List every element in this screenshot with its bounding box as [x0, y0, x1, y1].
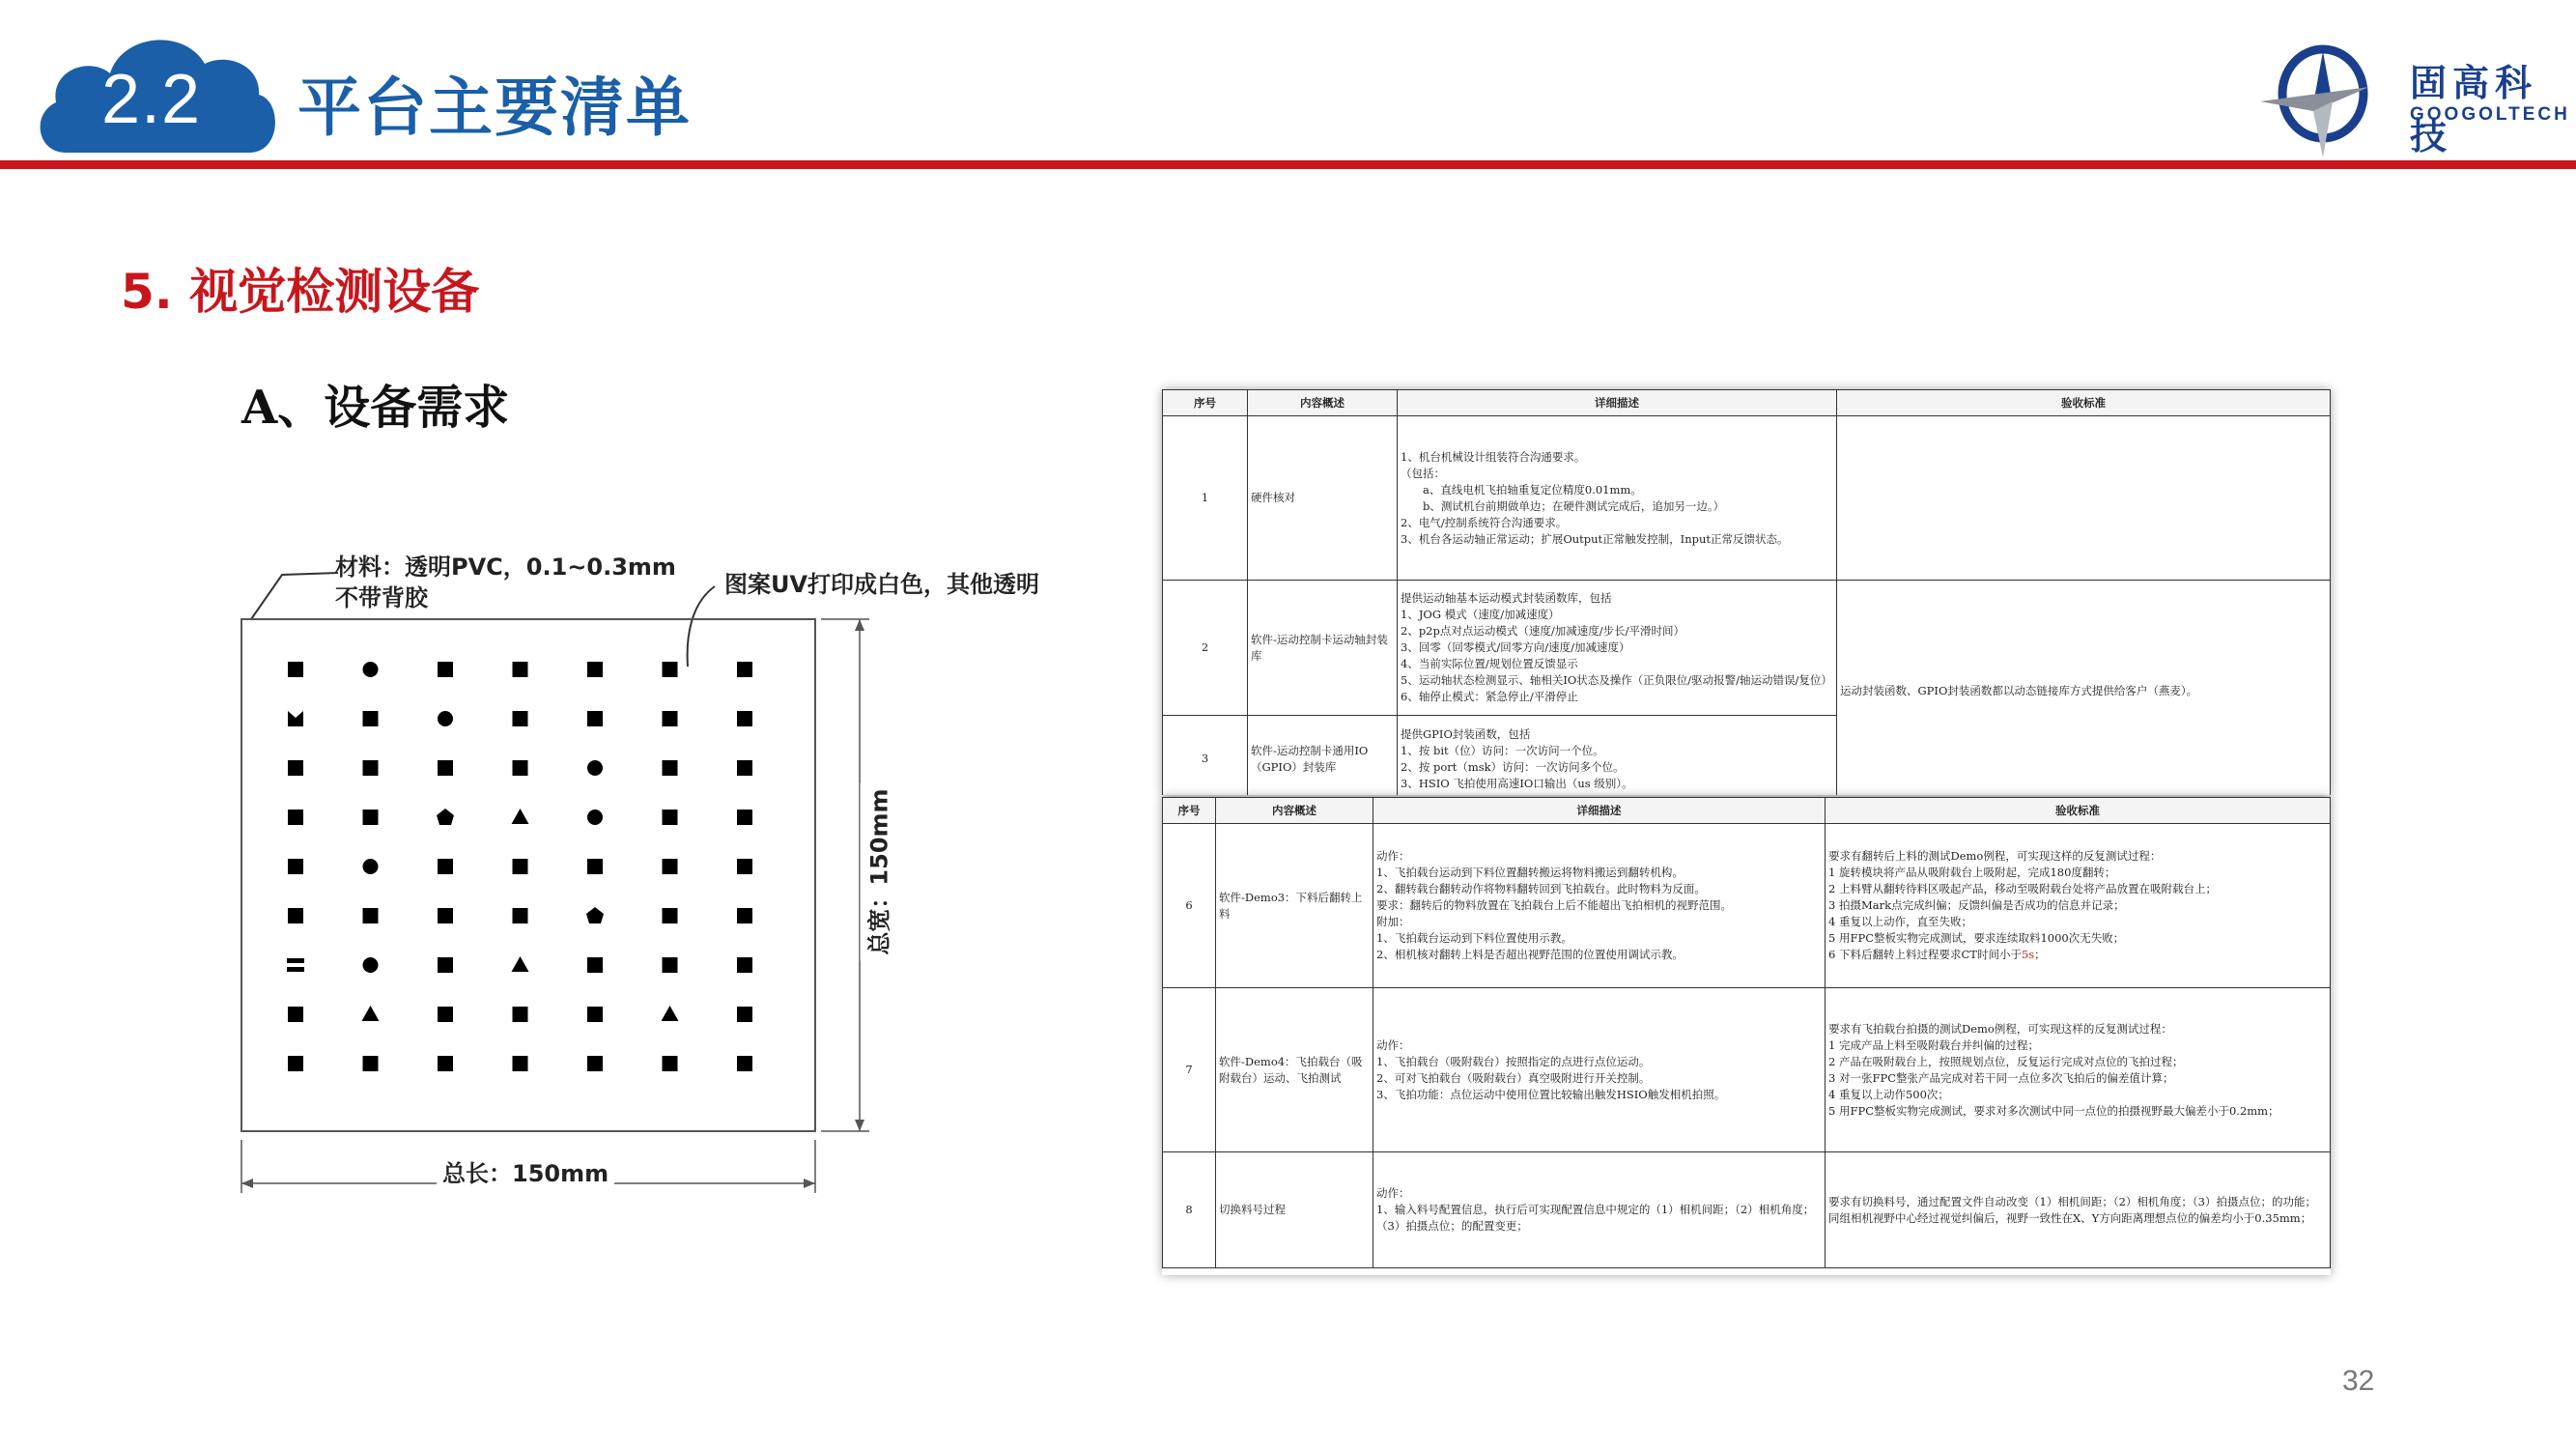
table-row — [1163, 581, 2331, 716]
marker-square — [663, 662, 678, 677]
row-summary: 软件-Demo4：飞拍载台（吸附载台）运动、飞拍测试 — [1216, 988, 1373, 1152]
marker-pentagon — [586, 907, 604, 923]
logo-chinese-name: 固高科技 — [2410, 62, 2538, 157]
marker-square — [737, 1007, 752, 1022]
marker-square — [438, 760, 453, 776]
marker-bowtie — [288, 711, 303, 726]
marker-square — [737, 908, 752, 923]
row-detail: 动作： 1、飞拍载台（吸附载台）按照指定的点进行点位运动。 2、可对飞拍载台（吸附载台）真空吸附进行开关控制。 3、飞拍功能：点位运动中使用位置比较输出触发HSIO触发相机拍照。 — [1373, 988, 1826, 1152]
marker-square — [663, 810, 678, 825]
marker-square — [663, 859, 678, 874]
requirements-table-top — [1162, 389, 2331, 795]
marker-triangle — [362, 1006, 380, 1021]
col-header-detail: 详细描述 — [1373, 798, 1826, 824]
marker-square — [587, 859, 603, 874]
col-header-no: 序号 — [1163, 390, 1248, 416]
row-number: 1 — [1163, 416, 1248, 581]
subsection-heading: A、设备需求 — [241, 381, 510, 435]
row-number: 7 — [1163, 988, 1216, 1152]
col-header-criteria: 验收标准 — [1837, 390, 2331, 416]
section-number: 2.2 — [101, 61, 202, 138]
section-heading: 5. 视觉检测设备 — [121, 264, 480, 320]
marker-square — [737, 662, 752, 677]
marker-square — [363, 810, 379, 825]
marker-square — [438, 908, 453, 923]
marker-square — [438, 1007, 453, 1022]
row-criteria: 要求有切换料号，通过配置文件自动改变（1）相机间距；（2）相机角度；（3）拍摄点位；的功能； 同组相机视野中心经过视觉纠偏后，视野一致性在X、Y方向距离理想点位的偏差均小于0.35mm； — [1826, 1152, 2331, 1268]
marker-square — [363, 1056, 379, 1071]
marker-square — [438, 859, 453, 874]
col-header-summary: 内容概述 — [1248, 390, 1398, 416]
marker-square — [513, 1007, 528, 1022]
marker-square — [587, 711, 603, 726]
marker-square — [438, 957, 453, 973]
row-number: 3 — [1163, 716, 1248, 796]
table-row — [1163, 416, 2331, 581]
width-dimension-label: 总长：150mm — [437, 1154, 614, 1188]
marker-square — [663, 711, 678, 726]
marker-square — [587, 957, 603, 973]
marker-circle — [587, 810, 603, 825]
row-criteria-cell — [1826, 824, 2331, 988]
marker-square — [737, 760, 752, 776]
col-header-summary: 内容概述 — [1216, 798, 1373, 824]
row-criteria: 要求有飞拍载台拍摄的测试Demo例程，可实现这样的反复测试过程： 1 完成产品上料至吸附载台并纠偏的过程； 2 产品在吸附载台上，按照规划点位，反复运行完成对点位的飞拍过程； 3 对一张FPC整张产品完成对若干同一点位多次飞拍后的偏差值计算； 4 重复以上动作500次； 5 用FPC整板实物完成测试，要求对多次测试中同一点位的拍摄视野最大偏差小于0.2mm； — [1826, 988, 2331, 1152]
row-detail: 1、机台机械设计组装符合沟通要求。 （包括： a、直线电机飞拍轴重复定位精度0.01mm。 b、测试机台前期做单边；在硬件测试完成后，追加另一边。） 2、电气/控制系统符合沟通要求。 3、机台各运动轴正常运动；扩展Output正常触发控制，Input正常反馈状态。 — [1398, 416, 1837, 581]
row-detail: 动作： 1、飞拍载台运动到下料位置翻转搬运将物料搬运到翻转机构。 2、翻转载台翻转动作将物料翻转回到飞拍载台。此时物料为反面。 要求：翻转后的物料放置在飞拍载台上后不能超出飞拍相机的视野范围。 附加： 1、飞拍载台运动到下料位置使用示教。 2、相机核对翻转上料是否超出视野范围的位置使用调试示教。 — [1373, 824, 1826, 988]
col-header-criteria: 验收标准 — [1826, 798, 2331, 824]
row-summary: 软件-Demo3：下料后翻转上料 — [1216, 824, 1373, 988]
row-detail: 提供GPIO封装函数，包括 1、按 bit（位）访问：一次访问一个位。 2、按 port（msk）访问：一次访问多个位。 3、HSIO 飞拍使用高速IO口输出（us 级别）。 — [1398, 716, 1837, 796]
marker-square — [513, 908, 528, 923]
requirements-table-bottom — [1162, 797, 2331, 1275]
marker-circle — [587, 760, 603, 776]
row-criteria — [1837, 416, 2331, 581]
marker-square — [288, 810, 303, 825]
row-number: 8 — [1163, 1152, 1216, 1268]
marker-square — [663, 957, 678, 973]
marker-square — [737, 810, 752, 825]
row-summary: 软件-运动控制卡通用IO（GPIO）封装库 — [1248, 716, 1398, 796]
marker-square — [288, 1056, 303, 1071]
marker-triangle — [512, 956, 529, 972]
print-note: 图案UV打印成白色，其他透明 — [724, 571, 1040, 598]
marker-circle — [363, 859, 379, 874]
row-summary: 软件-运动控制卡运动轴封装库 — [1248, 581, 1398, 716]
col-header-detail: 详细描述 — [1398, 390, 1837, 416]
marker-square — [288, 859, 303, 874]
table-row — [1163, 1152, 2331, 1268]
marker-square — [438, 1056, 453, 1071]
marker-square — [513, 662, 528, 677]
material-note-line1: 材料：透明PVC，0.1~0.3mm — [335, 554, 676, 581]
marker-circle — [363, 662, 379, 677]
header-divider — [0, 160, 2576, 169]
googoltech-logo-icon — [2255, 34, 2381, 159]
table-row — [1163, 824, 2331, 988]
marker-square — [663, 760, 678, 776]
marker-pentagon — [437, 809, 454, 825]
marker-square — [737, 711, 752, 726]
row-detail: 动作： 1、输入料号配置信息，执行后可实现配置信息中规定的（1）相机间距；（2）相机角度；（3）拍摄点位；的配置变更； — [1373, 1152, 1826, 1268]
height-dimension-label: 总宽：150mm — [861, 782, 894, 960]
marker-triangle — [662, 1006, 679, 1021]
marker-square — [587, 1056, 603, 1071]
marker-square — [663, 1056, 678, 1071]
marker-square — [288, 908, 303, 923]
marker-square — [513, 711, 528, 726]
marker-square — [363, 908, 379, 923]
marker-square — [587, 1007, 603, 1022]
marker-circle — [438, 711, 453, 726]
marker-square — [513, 760, 528, 776]
marker-square — [513, 1056, 528, 1071]
drawing-canvas — [222, 536, 1091, 1212]
marker-square — [363, 760, 379, 776]
row-criteria: 运动封装函数、GPIO封装函数都以动态链接库方式提供给客户（燕麦）。 — [1837, 581, 2331, 796]
ct-time-value: 5s — [2021, 948, 2035, 961]
marker-square — [288, 1007, 303, 1022]
marker-square — [663, 908, 678, 923]
marker-square — [513, 859, 528, 874]
marker-circle — [363, 957, 379, 973]
marker-square — [737, 957, 752, 973]
marker-square — [737, 859, 752, 874]
page-title: 平台主要清单 — [297, 71, 692, 145]
row-number: 6 — [1163, 824, 1216, 988]
marker-square — [438, 662, 453, 677]
material-note-line2: 不带背胶 — [335, 584, 428, 611]
marker-triangle — [512, 809, 529, 824]
marker-square — [737, 1056, 752, 1071]
row-detail: 提供运动轴基本运动模式封装函数库，包括 1、JOG 模式（速度/加减速度） 2、p2p点对点运动模式（速度/加减速度/步长/平滑时间） 3、回零（回零模式/回零方向/速度/加减速度） 4、当前实际位置/规划位置反馈显示 5、运动轴状态检测显示、轴相关IO状态及操作（正负限位/驱动报警/轴运动错误/复位） 6、轴停止模式：紧急停止/平滑停止 — [1398, 581, 1837, 716]
marker-bars — [287, 958, 304, 972]
row-criteria: 要求有翻转后上料的测试Demo例程，可实现这样的反复测试过程： 1 旋转模块将产品从吸附载台上吸附起，完成180度翻转； 2 上料臂从翻转待料区吸起产品，移动至吸附载台处将产品放置在吸附载台上； 3 拍摄Mark点完成纠偏；反馈纠偏是否成功的信息并记录； 4 重复以上动作，直至失败； 5 用FPC整板实物完成测试，要求连续取料1000次无失败； 6 下料后翻转上料过程要求CT时间小于 — [1828, 849, 2217, 961]
marker-square — [587, 662, 603, 677]
calibration-plate-drawing — [222, 536, 1091, 1212]
logo-english-name: GOOGOLTECH — [2410, 104, 2570, 125]
col-header-no: 序号 — [1163, 798, 1216, 824]
marker-square — [363, 711, 379, 726]
row-summary: 硬件核对 — [1248, 416, 1398, 581]
row-summary: 切换料号过程 — [1216, 1152, 1373, 1268]
page-number: 32 — [2342, 1365, 2375, 1397]
marker-square — [288, 760, 303, 776]
marker-square — [288, 662, 303, 677]
row-number: 2 — [1163, 581, 1248, 716]
table-row — [1163, 988, 2331, 1152]
row-criteria-tail: ； — [2034, 948, 2046, 961]
